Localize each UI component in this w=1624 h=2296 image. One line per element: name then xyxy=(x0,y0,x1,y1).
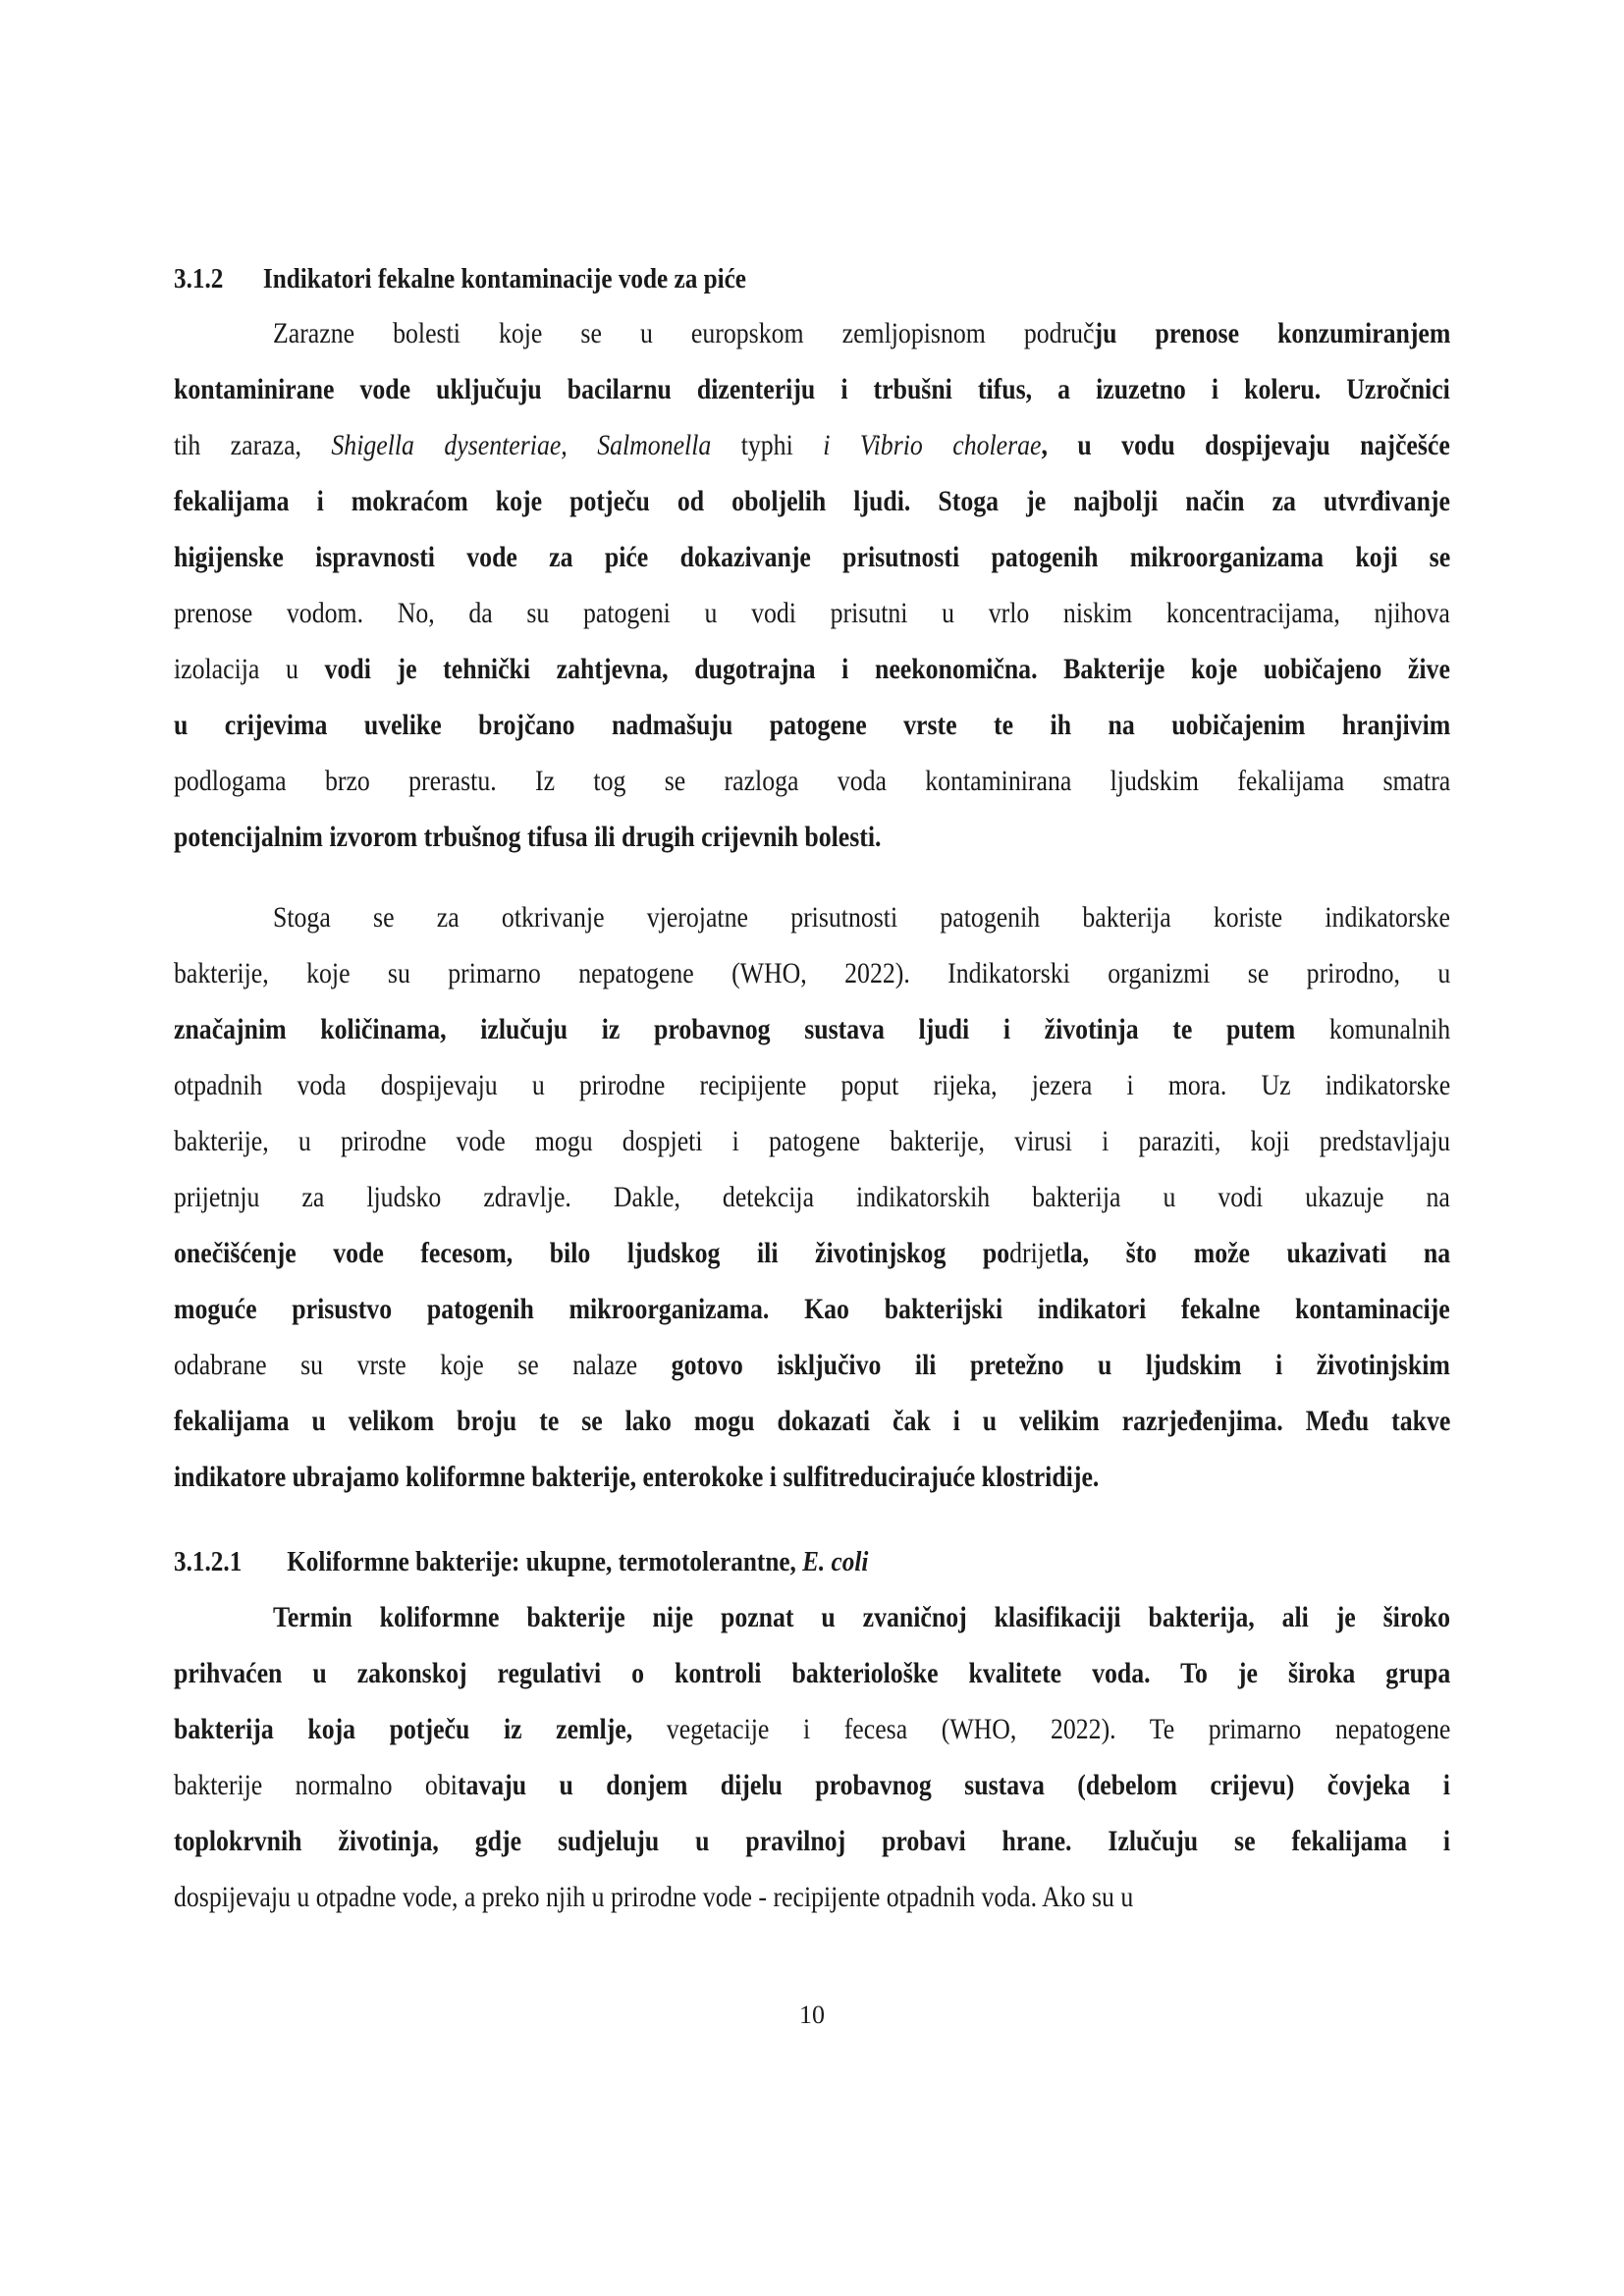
text-run: bakterije normalno obi xyxy=(174,1769,458,1801)
text-line xyxy=(174,1181,1450,1214)
text-run: la, što može ukazivati na xyxy=(1062,1237,1451,1269)
text-line xyxy=(174,821,1450,854)
section-number: 3.1.2 xyxy=(174,264,224,294)
text-line xyxy=(174,1657,1450,1690)
section-title: Indikatori fekalne kontaminacije vode za piće xyxy=(262,264,746,294)
text-line xyxy=(174,485,1450,518)
text-run: toplokrvnih životinja, gdje sudjeluju u pravilnoj probavi hrane. Izlučuju se fekalijama i xyxy=(174,1825,1451,1857)
text-line xyxy=(174,1125,1450,1158)
text-run: bakterije, u prirodne vode mogu dospjeti i patogene bakterije, virusi i paraziti, koji predstavljaju xyxy=(174,1125,1451,1157)
text-run: Shigella dysenteriae, Salmonella xyxy=(331,429,712,461)
text-run: Termin koliformne bakterije nije poznat u zvaničnoj klasifikaciji bakterija, ali je široko xyxy=(273,1601,1450,1633)
text-run: E. coli xyxy=(802,1547,869,1577)
text-line xyxy=(174,653,1450,686)
text-run: fekalijama i mokraćom koje potječu od oboljelih ljudi. Stoga je najbolji način za utvrđivanje xyxy=(174,485,1450,517)
text-line xyxy=(174,1069,1450,1102)
text-run: potencijalnim izvorom trbušnog tifusa ili drugih crijevnih bolesti. xyxy=(174,821,882,853)
text-line xyxy=(174,957,1450,990)
text-run: gotovo isključivo ili pretežno u ljudskim i životinjskim xyxy=(671,1349,1450,1381)
text-run: Koliformne bakterije: ukupne, termotolerantne, xyxy=(287,1547,803,1577)
text-run: podlogama brzo prerastu. Iz tog se razloga voda kontaminirana ljudskim fekalijama smatra xyxy=(174,765,1451,797)
text-line xyxy=(174,1881,1450,1914)
text-run: , u vodu dospijevaju najčešće xyxy=(1041,429,1450,461)
text-line xyxy=(174,597,1450,630)
text-run: tih zaraza, xyxy=(174,429,332,461)
subsection-number: 3.1.2.1 xyxy=(174,1547,243,1577)
text-line xyxy=(174,1769,1450,1802)
text-run: fekalijama u velikom broju te se lako mogu dokazati čak i u velikim razrjeđenjima. Među takve xyxy=(174,1405,1451,1437)
text-run: i Vibrio cholerae xyxy=(823,429,1042,461)
text-run: vodi je tehnički zahtjevna, dugotrajna i neekonomična. Bakterije koje uobičajeno žive xyxy=(324,653,1450,685)
text-run: bakterija koja potječu iz zemlje, xyxy=(174,1713,633,1745)
text-line xyxy=(174,1349,1450,1382)
text-run: moguće prisustvo patogenih mikroorganizama. Kao bakterijski indikatori fekalne kontaminacije xyxy=(174,1293,1450,1325)
text-line xyxy=(273,901,1450,934)
text-run: higijenske ispravnosti vode za piće dokazivanje prisutnosti patogenih mikroorganizama koji se xyxy=(174,541,1451,573)
text-line xyxy=(174,429,1450,462)
text-line xyxy=(273,1601,1450,1634)
text-run: drijet xyxy=(1009,1237,1063,1269)
text-line xyxy=(174,1013,1450,1046)
page-number: 10 xyxy=(799,2001,825,2029)
text-line xyxy=(174,1825,1450,1858)
text-run: odabrane su vrste koje se nalaze xyxy=(174,1349,672,1381)
text-run: komunalnih xyxy=(1295,1013,1451,1045)
text-run: prihvaćen u zakonskoj regulativi o kontroli bakteriološke kvalitete voda. To je široka grupa xyxy=(174,1657,1451,1689)
text-line xyxy=(174,765,1450,798)
text-run: bakterije, koje su primarno nepatogene (WHO, 2022). Indikatorski organizmi se prirodno, u xyxy=(174,957,1451,989)
text-line xyxy=(174,1237,1450,1270)
section-heading-3-1-2 xyxy=(174,263,746,296)
text-line xyxy=(174,541,1450,574)
text-run: u crijevima uvelike brojčano nadmašuju patogene vrste te ih na uobičajenim hranjivim xyxy=(174,709,1451,741)
text-run: značajnim količinama, izlučuju iz probavnog sustava ljudi i životinja te putem xyxy=(174,1013,1296,1045)
text-run: onečišćenje vode fecesom, bilo ljudskog ili životinjskog po xyxy=(174,1237,1010,1269)
text-run: tavaju u donjem dijelu probavnog sustava (debelom crijevu) čovjeka i xyxy=(457,1769,1450,1801)
text-line xyxy=(174,709,1450,742)
text-run: kontaminirane vode uključuju bacilarnu dizenteriju i trbušni tifus, a izuzetno i koleru. Uzročnici xyxy=(174,373,1450,405)
text-line xyxy=(273,317,1450,350)
text-run: prenose vodom. No, da su patogeni u vodi prisutni u vrlo niskim koncentracijama, njihova xyxy=(174,597,1450,629)
text-run: otpadnih voda dospijevaju u prirodne recipijente poput rijeka, jezera i mora. Uz indikatorske xyxy=(174,1069,1451,1101)
text-line xyxy=(174,1293,1450,1326)
text-run: vegetacije i fecesa (WHO, 2022). Te primarno nepatogene xyxy=(632,1713,1451,1745)
text-run: Zarazne bolesti koje se u europskom zemljopisnom područ xyxy=(273,317,1095,349)
text-line xyxy=(174,1405,1450,1438)
text-run: Stoga se za otkrivanje vjerojatne prisutnosti patogenih bakterija koriste indikatorske xyxy=(273,901,1450,934)
text-line xyxy=(174,1461,1450,1494)
text-line xyxy=(174,1713,1450,1746)
text-run: izolacija u xyxy=(174,653,325,685)
text-run: ju prenose konzumiranjem xyxy=(1094,317,1451,349)
text-run: typhi xyxy=(711,429,824,461)
text-run: prijetnju za ljudsko zdravlje. Dakle, detekcija indikatorskih bakterija u vodi ukazuje na xyxy=(174,1181,1450,1213)
subsection-title xyxy=(287,1546,868,1579)
text-line xyxy=(174,373,1450,406)
subsection-heading-3-1-2-1 xyxy=(174,1546,869,1579)
text-run: indikatore ubrajamo koliformne bakterije, enterokoke i sulfitreducirajuće klostridije. xyxy=(174,1461,1100,1493)
text-run: dospijevaju u otpadne vode, a preko njih u prirodne vode - recipijente otpadnih voda. Ako su u xyxy=(174,1881,1134,1913)
